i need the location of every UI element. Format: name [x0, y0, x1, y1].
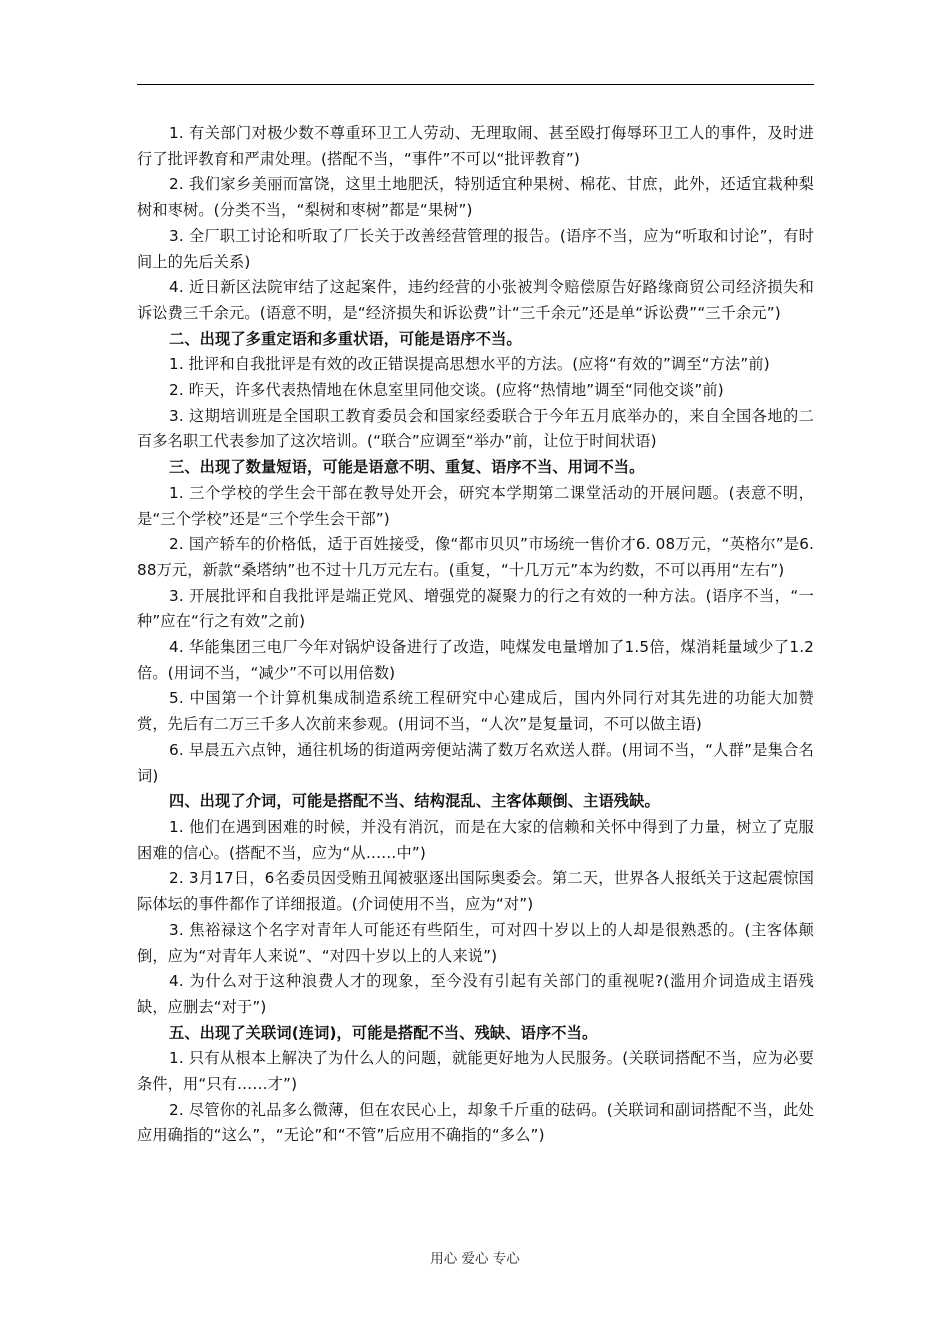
page-footer: 用心 爱心 专心	[430, 1251, 520, 1267]
paragraph-4: 4. 近日新区法院审结了这起案件，违约经营的小张被判令赔偿原告好路缘商贸公司经济损失和诉讼费三千余元。(语意不明，是“经济损失和诉讼费”计“三千余元”还是单“诉讼费”“三千余元”)	[137, 278, 814, 322]
section-heading-5: 五、出现了关联词(连词)，可能是搭配不当、残缺、语序不当。	[169, 1023, 598, 1042]
paragraph-19: 2. 尽管你的礼品多么微薄，但在农民心上，却象千斤重的砝码。(关联词和副词搭配不当，此处应用确指的“这么”，“无论”和“不管”后应用不确指的“多么”)	[137, 1100, 814, 1145]
paragraph-1: 1. 有关部门对极少数不尊重环卫工人劳动、无理取闹、甚至殴打侮辱环卫工人的事件，及时进行了批评教育和严肃处理。(搭配不当，“事件”不可以“批评教育”)	[137, 124, 814, 168]
document-body	[137, 121, 814, 1149]
paragraph-3: 3. 全厂职工讨论和听取了厂长关于改善经营管理的报告。(语序不当，应为“听取和讨论”，有时间上的先后关系)	[137, 226, 814, 271]
paragraph-6: 2. 昨天，许多代表热情地在休息室里同他交谈。(应将“热情地”调至“同他交谈”前)	[169, 381, 724, 400]
paragraph-14: 1. 他们在遇到困难的时候，并没有消沉，而是在大家的信赖和关怀中得到了力量，树立了克服困难的信心。(搭配不当，应为“从……中”)	[137, 817, 814, 862]
paragraph-10: 3. 开展批评和自我批评是端正党风、增强党的凝聚力的行之有效的一种方法。(语序不当，“一种”应在“行之有效”之前)	[137, 586, 814, 631]
section-heading-2: 二、出现了多重定语和多重状语，可能是语序不当。	[169, 329, 522, 348]
header-rule	[137, 84, 814, 85]
paragraph-2: 2. 我们家乡美丽而富饶，这里土地肥沃，特别适宜种果树、棉花、甘庶，此外，还适宜栽种梨树和枣树。(分类不当，“梨树和枣树”都是“果树”)	[137, 175, 814, 220]
paragraph-13: 6. 早晨五六点钟，通往机场的街道两旁便站满了数万名欢送人群。(用词不当，“人群”是集合名词)	[137, 740, 814, 785]
paragraph-11: 4. 华能集团三电厂今年对锅炉设备进行了改造，吨煤发电量增加了1.5倍，煤消耗量域少了1.2倍。(用词不当，“减少”不可以用倍数)	[137, 638, 814, 682]
paragraph-9: 2. 国产轿车的价格低，适于百姓接受，像“都市贝贝”市场统一售价才6. 08万元，“英格尔”是6. 88万元，新款“桑塔纳”也不过十几万元左右。(重复，“十几万元”本为约数，不可以再用“左右”)	[137, 535, 814, 579]
section-heading-4: 四、出现了介词，可能是搭配不当、结构混乱、主客体颠倒、主语残缺。	[169, 792, 660, 811]
paragraph-17: 4. 为什么对于这种浪费人才的现象，至今没有引起有关部门的重视呢?(滥用介词造成主语残缺，应删去“对于”)	[137, 972, 814, 1016]
section-heading-3: 三、出现了数量短语，可能是语意不明、重复、语序不当、用词不当。	[169, 458, 645, 477]
paragraph-7: 3. 这期培训班是全国职工教育委员会和国家经委联合于今年五月底举办的，来自全国各地的二百多名职工代表参加了这次培训。(“联合”应调至“举办”前，让位于时间状语)	[137, 406, 814, 451]
paragraph-18: 1. 只有从根本上解决了为什么人的问题，就能更好地为人民服务。(关联词搭配不当，应为必要条件，用“只有……才”)	[137, 1049, 814, 1094]
paragraph-8: 1. 三个学校的学生会干部在教导处开会，研究本学期第二课堂活动的开展问题。(表意不明，是“三个学校”还是“三个学生会干部”)	[137, 483, 814, 528]
paragraph-16: 3. 焦裕禄这个名字对青年人可能还有些陌生，可对四十岁以上的人却是很熟悉的。(主客体颠倒，应为“对青年人来说”、“对四十岁以上的人来说”)	[137, 920, 814, 965]
paragraph-5: 1. 批评和自我批评是有效的改正错误提高思想水平的方法。(应将“有效的”调至“方法”前)	[169, 355, 770, 374]
paragraph-12: 5. 中国第一个计算机集成制造系统工程研究中心建成后，国内外同行对其先进的功能大加赞赏，先后有二万三千多人次前来参观。(用词不当，“人次”是复量词，不可以做主语)	[137, 689, 814, 734]
paragraph-15: 2. 3月17日，6名委员因受贿丑闻被驱逐出国际奥委会。第二天，世界各人报纸关于这起震惊国际体坛的事件都作了详细报道。(介词使用不当，应为“对”)	[137, 869, 815, 914]
